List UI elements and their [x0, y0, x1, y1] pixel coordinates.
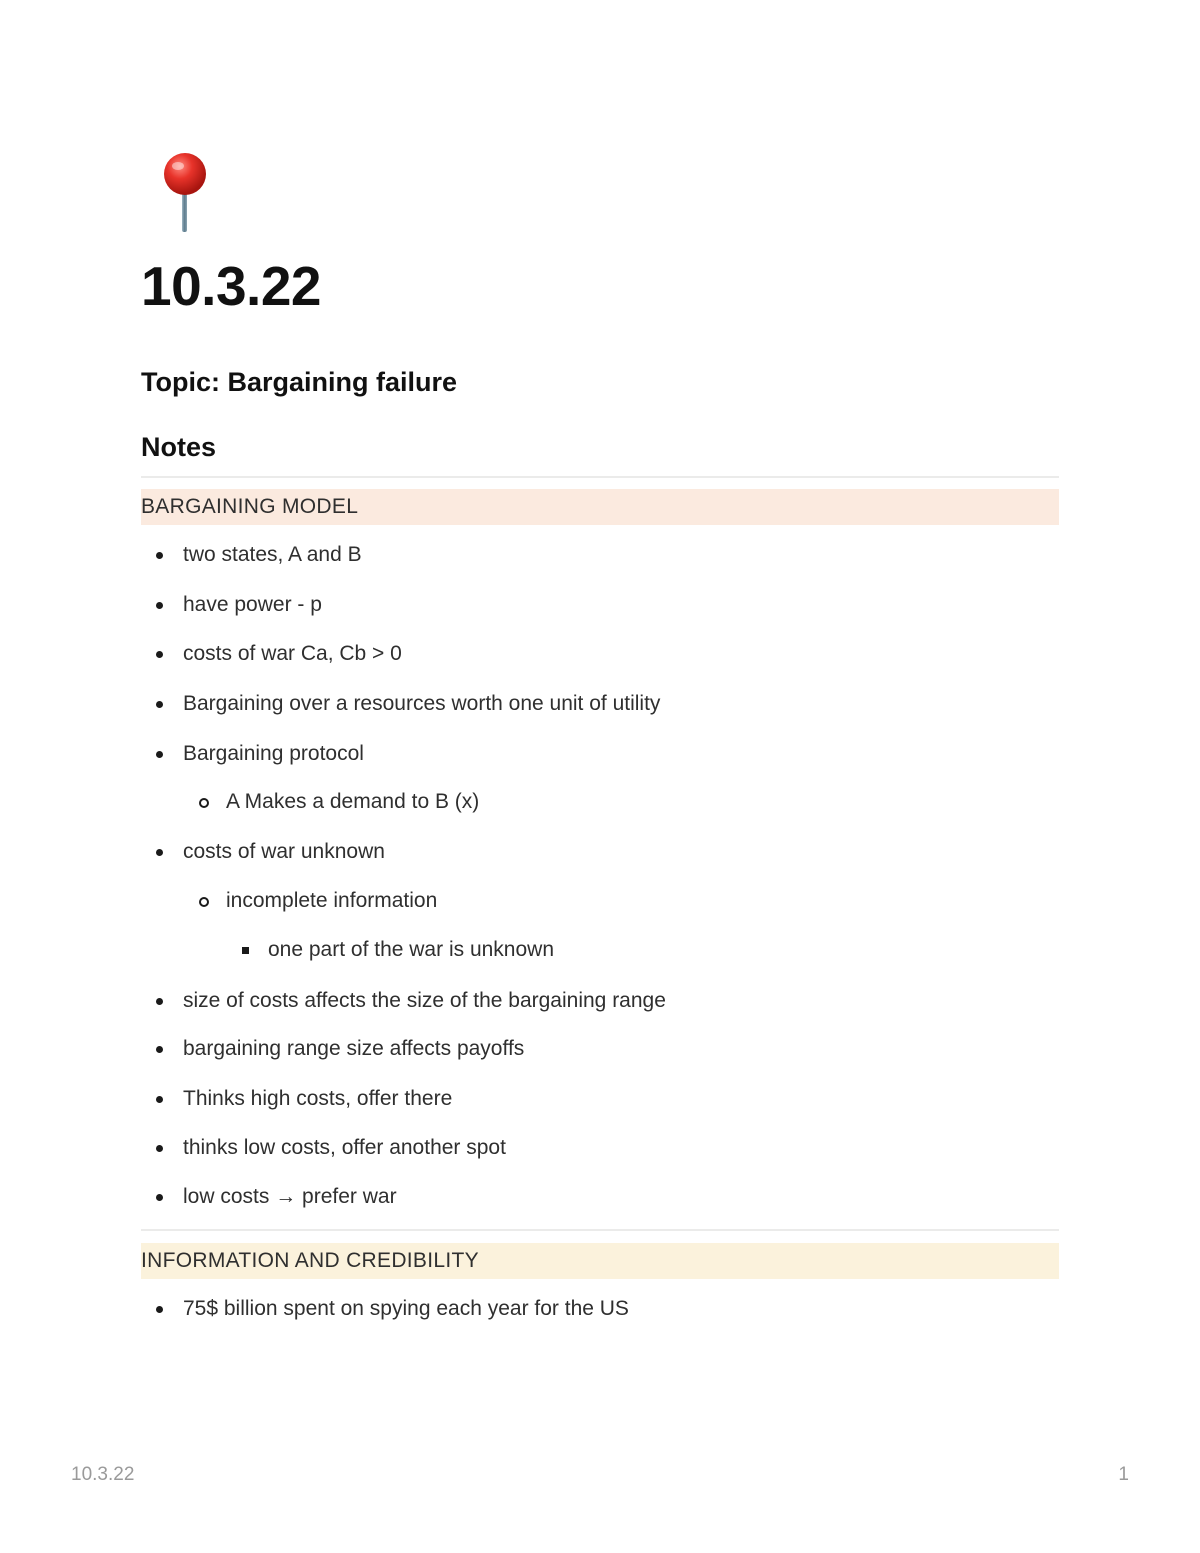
bullet-circle	[199, 798, 209, 808]
bullet-disc	[156, 602, 163, 609]
pushpin-icon	[141, 150, 227, 236]
list-item-text: size of costs affects the size of the bargaining range	[183, 989, 666, 1012]
list-item-text: costs of war Ca, Cb > 0	[183, 642, 402, 665]
section-header-information-and-credibility	[141, 1243, 1059, 1279]
list-item-text: Bargaining protocol	[183, 742, 364, 765]
bullet-disc	[156, 552, 163, 559]
bullet-disc	[156, 651, 163, 658]
list-item-text: two states, A and B	[183, 543, 362, 566]
list-item-text: incomplete information	[226, 889, 438, 912]
bullet-circle	[199, 897, 209, 907]
footer-page-number: 1	[1118, 1464, 1129, 1485]
bullet-disc	[156, 998, 163, 1005]
list-item-text: one part of the war is unknown	[268, 938, 555, 961]
list-item-text: 75$ billion spent on spying each year for the US	[183, 1297, 629, 1320]
bullet-disc	[156, 1046, 163, 1053]
section-header-bargaining-model	[141, 489, 1059, 525]
list-item-text: Thinks high costs, offer there	[183, 1087, 453, 1110]
list-item-text: low costs → prefer war	[183, 1185, 397, 1208]
bullet-disc	[156, 751, 163, 758]
bullet-disc	[156, 1194, 163, 1201]
list-item-text: thinks low costs, offer another spot	[183, 1136, 506, 1159]
list-item-text: A Makes a demand to B (x)	[226, 790, 480, 813]
bullet-disc	[156, 701, 163, 708]
topic-heading: Topic: Bargaining failure	[141, 367, 458, 397]
footer-document-title: 10.3.22	[71, 1464, 135, 1485]
section-header-label: BARGAINING MODEL	[141, 495, 359, 518]
list-item-text: costs of war unknown	[183, 840, 385, 863]
list-item-text: bargaining range size affects payoffs	[183, 1037, 525, 1060]
divider	[141, 1229, 1059, 1231]
bullet-disc	[156, 1306, 163, 1313]
bullet-disc	[156, 1145, 163, 1152]
divider	[141, 476, 1059, 478]
section-header-label: INFORMATION AND CREDIBILITY	[141, 1249, 479, 1272]
bullet-disc	[156, 849, 163, 856]
notes-heading: Notes	[141, 432, 217, 462]
bullet-square	[242, 947, 249, 954]
bullet-disc	[156, 1096, 163, 1103]
list-item-text: Bargaining over a resources worth one unit of utility	[183, 692, 661, 715]
list-item-text: have power - p	[183, 593, 322, 616]
page-title: 10.3.22	[141, 255, 322, 317]
